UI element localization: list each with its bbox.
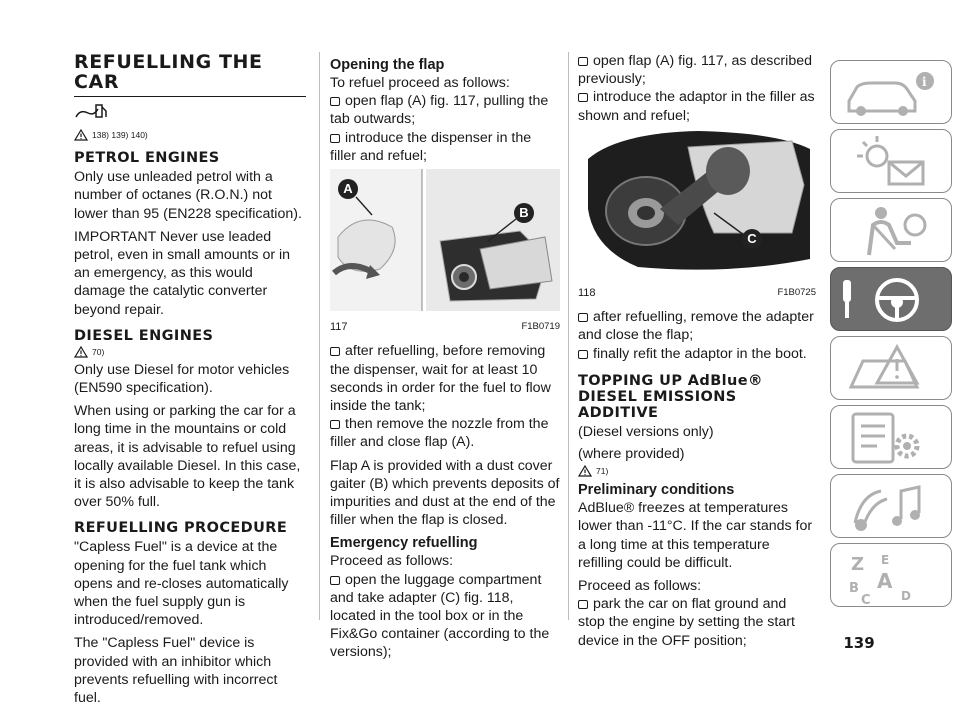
figure-number: 117 [330,321,348,334]
tab-warning-lights[interactable] [830,129,952,193]
warning-triangle-icon [74,346,88,358]
callout-a: A [338,179,358,199]
bullet-box-icon [578,600,588,609]
figure-117 [330,169,560,336]
tab-multimedia[interactable] [830,474,952,538]
list-item: open the luggage compartment and take adapter (C) fig. 118, located in the tool box or in the Fix&Go container (according to the versions); [330,571,550,661]
opening-intro: To refuel proceed as follows: [330,75,510,91]
list-item: open flap (A) fig. 117, pulling the tab outwards; [330,93,549,128]
figure-caption [330,318,560,336]
bullet-box-icon [330,420,340,429]
adblue-heading: TOPPING UP AdBlue® DIESEL EMISSIONS ADDITIVE [578,372,763,421]
column-divider [568,52,569,620]
warning-triangle-icon [578,465,592,477]
opening-heading: Opening the flap [330,57,445,73]
svg-text:i: i [922,75,927,89]
section-tabs [830,60,956,612]
bullet-box-icon [578,313,588,322]
column-1 [74,52,306,712]
warning-lights-message-icon [831,130,953,194]
warning-refs-text: 138) 139) 140) [92,130,148,141]
list-item: introduce the adaptor in the filler as shown and refuel; [578,89,815,124]
prelim-heading: Preliminary conditions [578,482,735,499]
tab-maintenance[interactable] [830,405,952,469]
adblue-paragraph-1: (Diesel versions only) [578,423,714,440]
tab-vehicle-knowledge[interactable] [830,60,952,124]
index-letter: D [901,589,911,603]
car-info-icon [831,61,953,125]
tab-index[interactable] [830,543,952,607]
diesel-warning-reference [74,346,306,358]
callout-leaders [330,169,560,311]
warning-triangle-icon [74,129,88,141]
figure-caption [578,284,816,302]
prelim-paragraph-2: Proceed as follows: [578,578,702,595]
diesel-heading: DIESEL ENGINES [74,327,214,344]
emergency-intro: Proceed as follows: [330,553,454,570]
section-title: REFUELLING THE CAR [74,51,263,93]
list-item: finally refit the adaptor in the boot. [578,345,816,363]
list-item: after refuelling, remove the adapter and close the flap; [578,309,814,344]
seat-belt-airbag-icon [831,199,953,263]
petrol-paragraph-2: IMPORTANT Never use leaded petrol, even in small amounts or in an emergency, as this would damage the catalytic converter beyond repair. [74,228,291,318]
fuel-pump-icon [74,103,306,126]
column-3 [578,52,816,650]
adblue-paragraph-2: (where provided) [578,446,685,463]
tab-safety[interactable] [830,198,952,262]
figure-118 [578,129,816,302]
tab-starting-driving[interactable] [830,267,952,331]
index-letter: E [881,553,890,567]
figure-code: F1B0719 [521,321,560,333]
column-2 [330,52,560,662]
diesel-warn-ref-text: 70) [92,346,105,357]
index-letter: A [877,569,893,593]
procedure-heading: REFUELLING PROCEDURE [74,520,288,537]
bullet-box-icon [330,576,340,585]
figure-code: F1B0725 [777,287,816,299]
diesel-paragraph-2: When using or parking the car for a long time in the mountains or cold areas, it is advisable to refuel using locally available Diesel. In this case, it is also advisable to keep the tank over 50% full. [74,403,301,511]
warning-references [74,129,306,141]
prelim-paragraph-1: AdBlue® freezes at temperatures lower than -11°C. If the car stands for a long time at this temperature refilling could be difficult. [578,500,813,571]
flap-paragraph: Flap A is provided with a dust cover gaiter (B) which prevents deposits of impurities and dust at the end of the filler when the flap is closed. [330,457,560,529]
callout-c: C [742,229,762,249]
adblue-warning-reference [578,465,816,477]
list-item: open flap (A) fig. 117, as described previously; [578,53,812,88]
index-letter: C [861,593,871,608]
index-letter: B [849,581,859,596]
list-item: then remove the nozzle from the filler and close flap (A). [330,416,549,451]
list-item: park the car on flat ground and stop the engine by setting the start device in the OFF position; [578,596,795,649]
bullet-box-icon [578,93,588,102]
tab-in-emergency[interactable] [830,336,952,400]
alphabetical-index-icon [831,544,953,608]
bullet-box-icon [578,57,588,66]
adblue-warn-ref-text: 71) [596,466,609,477]
emergency-heading: Emergency refuelling [330,535,478,552]
emergency-warning-triangle-icon [831,337,953,401]
column-divider [319,52,320,620]
list-item: after refuelling, before removing the dispenser, wait for at least 10 seconds in order for the fuel to flow inside the tank; [330,343,551,415]
procedure-paragraph-2: The "Capless Fuel" device is provided with an inhibitor which prevents refuelling with incorrect fuel. [74,635,278,707]
title-rule [74,96,306,97]
diesel-paragraph-1: Only use Diesel for motor vehicles (EN590 specification). [74,361,290,397]
bullet-box-icon [330,134,340,143]
page-number: 139 [843,634,875,652]
procedure-paragraph-1: "Capless Fuel" is a device at the opening for the fuel tank which opens and re-closes automatically when the fuel supply gun is introduced/removed. [74,539,289,629]
petrol-heading: PETROL ENGINES [74,150,220,167]
callout-b: B [514,203,534,223]
figure-number: 118 [578,287,596,300]
index-letter: Z [851,554,865,575]
bullet-box-icon [330,347,340,356]
maintenance-list-gear-icon [831,406,953,470]
key-steering-wheel-icon [831,268,953,332]
bullet-box-icon [578,350,588,359]
multimedia-note-icon [831,475,953,539]
bullet-box-icon [330,97,340,106]
callout-leaders [578,129,816,277]
list-item: introduce the dispenser in the filler and refuel; [330,129,532,164]
petrol-paragraph-1: Only use unleaded petrol with a number of octanes (R.O.N.) not lower than 95 (EN228 specification). [74,169,302,222]
